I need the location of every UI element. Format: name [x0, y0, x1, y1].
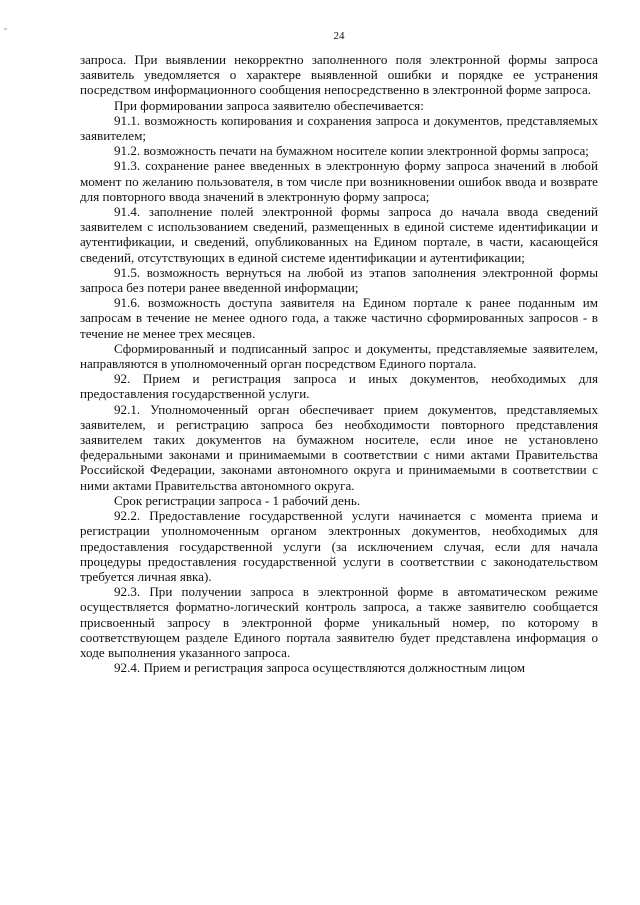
- paragraph-12: Срок регистрации запроса - 1 рабочий день.: [114, 492, 361, 508]
- paragraph-7: 91.5. возможность вернуться на любой из этапов заполнения электронной формы запроса без потери ранее введенной информации;: [80, 264, 598, 296]
- paragraph-13: 92.2. Предоставление государственной услуги начинается с момента приема и регистрации уполномоченным органом электронных документов, необходимых для предоставления государственной услуги (за исключением случая, если для начала процедуры предоставления государственной услуги в соответствии с законодательством требуется личная явка).: [80, 508, 598, 584]
- paragraph-6: 91.4. заполнение полей электронной формы запроса до начала ввода сведений заявителем с использованием сведений, размещенных в единой системе идентификации и аутентификации, и сведений, опубликованных на Едином портале, в части, касающейся сведений, отсутствующих в единой системе идентификации и аутентификации;: [80, 204, 598, 265]
- paragraph-10: 92. Прием и регистрация запроса и иных документов, необходимых для предоставления государственной услуги.: [80, 371, 598, 402]
- scan-margin-mark: [4, 28, 7, 30]
- paragraph-4: 91.2. возможность печати на бумажном носителе копии электронной формы запроса;: [114, 143, 589, 159]
- paragraph-11: 92.1. Уполномоченный орган обеспечивает прием документов, представляемых заявителем, и регистрацию запроса без необходимости повторного представления заявителем таких документов на бумажном носителе, если иное не установлено федеральными законами и принимаемыми в соответствии с ними актами Правительства Российской Федерации, законами автономного округа и принимаемыми в соответствии с ними актами Правительства автономного округа.: [80, 401, 598, 493]
- paragraph-3: 91.1. возможность копирования и сохранения запроса и документов, представляемых заявителем;: [80, 112, 598, 144]
- paragraph-1: запроса. При выявлении некорректно заполненного поля электронной формы запроса заявитель уведомляется о характере выявленной ошибки и порядке ее устранения посредством информационного сообщения непосредственно в электронной форме запроса.: [80, 52, 598, 98]
- paragraph-8: 91.6. возможность доступа заявителя на Едином портале к ранее поданным им запросам в течение не менее одного года, а также частично сформированных запросов - в течение не менее трех месяцев.: [80, 295, 598, 341]
- paragraph-9: Сформированный и подписанный запрос и документы, представляемые заявителем, направляются в уполномоченный орган посредством Единого портала.: [80, 340, 598, 372]
- paragraph-15: 92.4. Прием и регистрация запроса осуществляются должностным лицом: [114, 660, 526, 676]
- paragraph-14: 92.3. При получении запроса в электронной форме в автоматическом режиме осуществляется форматно-логический контроль запроса, а также заявителю сообщается присвоенный запросу в электронной форме уникальный номер, по которому в соответствующем разделе Единого портала заявителю будет представлена информация о ходе выполнения указанного запроса.: [80, 584, 598, 660]
- document-body: [80, 52, 598, 675]
- page-number: 24: [333, 30, 345, 42]
- paragraph-5: 91.3. сохранение ранее введенных в электронную форму запроса значений в любой момент по желанию пользователя, в том числе при возникновении ошибок ввода и возврате для повторного ввода значений в электронную форму запроса;: [80, 158, 598, 204]
- paragraph-2: При формировании запроса заявителю обеспечивается:: [114, 97, 424, 113]
